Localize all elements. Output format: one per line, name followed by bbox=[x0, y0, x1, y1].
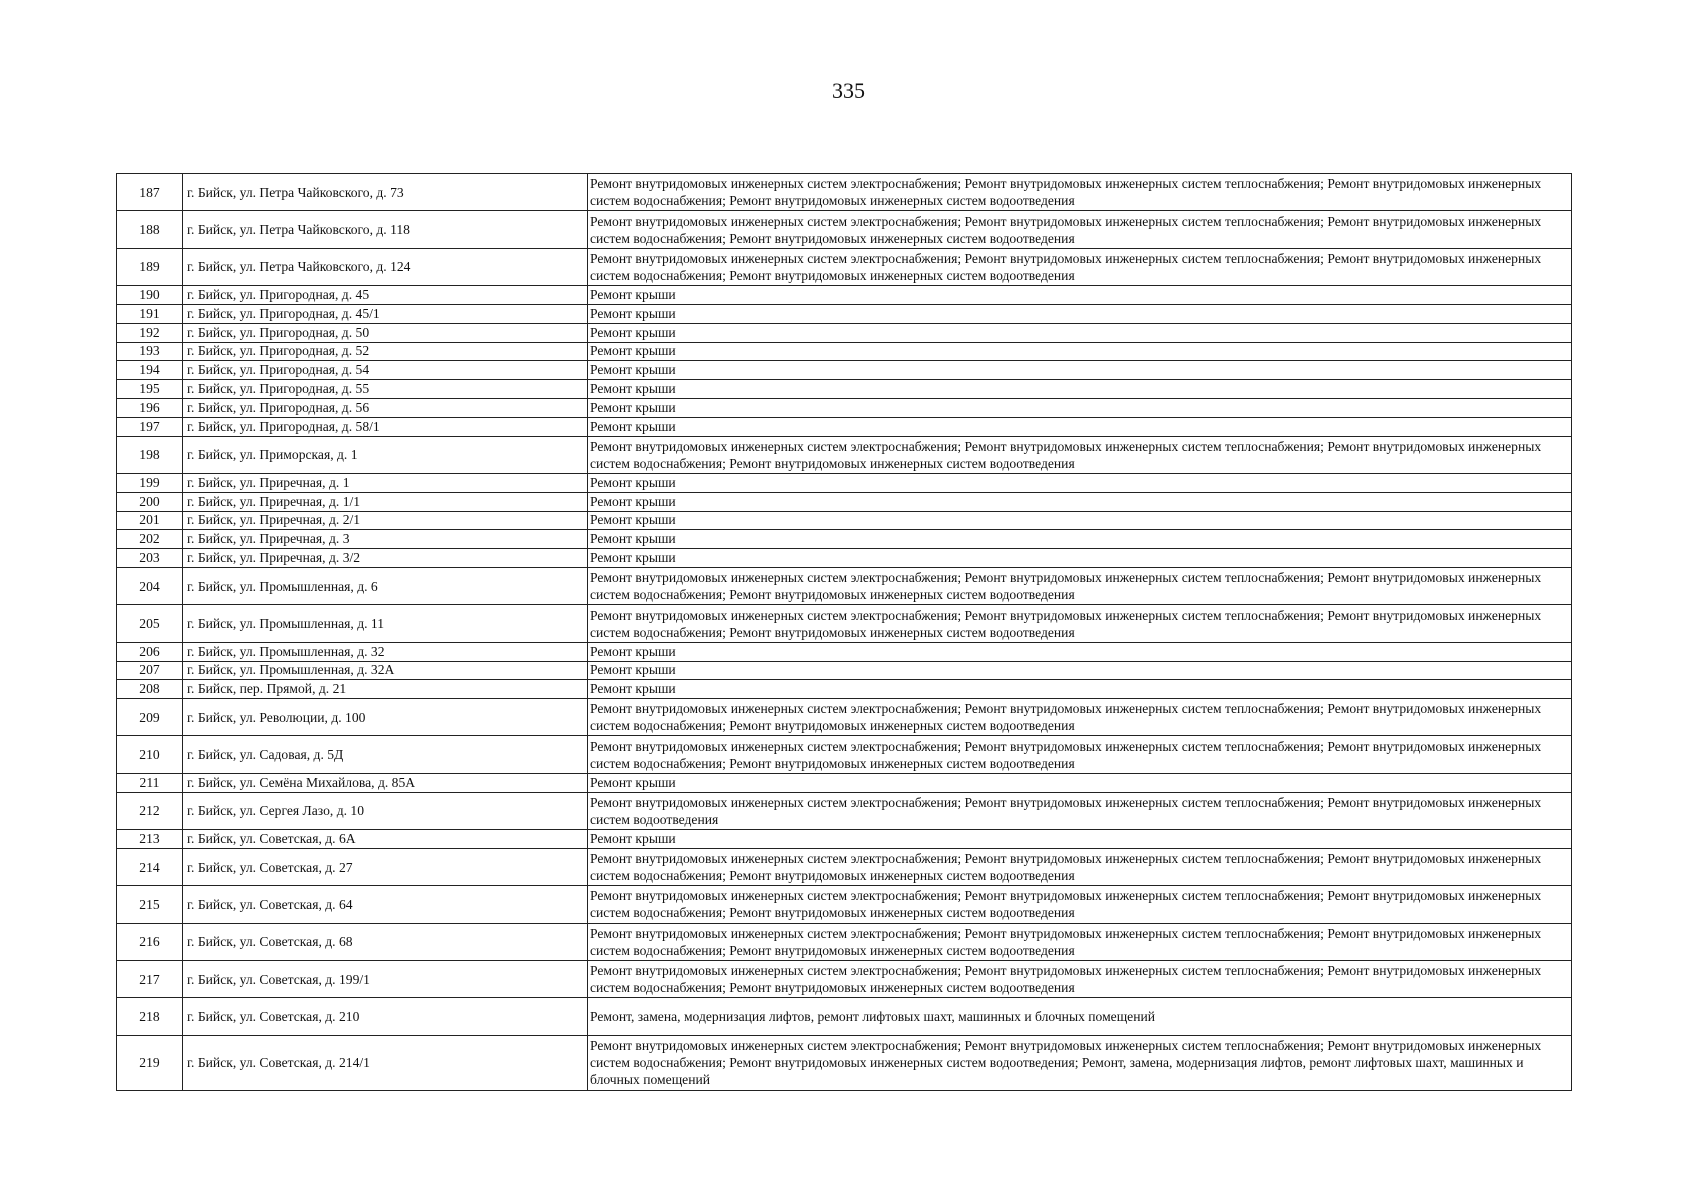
row-work-type: Ремонт крыши bbox=[588, 323, 1572, 342]
row-number: 218 bbox=[117, 998, 183, 1035]
row-number: 188 bbox=[117, 211, 183, 248]
row-number: 194 bbox=[117, 361, 183, 380]
table-row bbox=[117, 680, 1572, 699]
row-work-type: Ремонт внутридомовых инженерных систем электроснабжения; Ремонт внутридомовых инженерных систем теплоснабжения; Ремонт внутридомовых инженерных систем водоотведения bbox=[588, 792, 1572, 829]
row-work-type: Ремонт крыши bbox=[588, 492, 1572, 511]
row-number: 205 bbox=[117, 605, 183, 642]
row-address: г. Бийск, ул. Промышленная, д. 32А bbox=[183, 661, 588, 680]
row-work-type: Ремонт крыши bbox=[588, 286, 1572, 305]
row-work-type: Ремонт крыши bbox=[588, 342, 1572, 361]
row-number: 197 bbox=[117, 417, 183, 436]
row-work-type: Ремонт крыши bbox=[588, 680, 1572, 699]
table-row bbox=[117, 473, 1572, 492]
row-number: 190 bbox=[117, 286, 183, 305]
table-row bbox=[117, 605, 1572, 642]
table-row bbox=[117, 492, 1572, 511]
row-number: 199 bbox=[117, 473, 183, 492]
row-number: 212 bbox=[117, 792, 183, 829]
row-number: 195 bbox=[117, 380, 183, 399]
row-number: 210 bbox=[117, 736, 183, 773]
table-row bbox=[117, 736, 1572, 773]
row-work-type: Ремонт внутридомовых инженерных систем электроснабжения; Ремонт внутридомовых инженерных систем теплоснабжения; Ремонт внутридомовых инженерных систем водоснабжения; Ремонт внутридомовых инженерных систем водоотведения bbox=[588, 605, 1572, 642]
row-address: г. Бийск, ул. Петра Чайковского, д. 73 bbox=[183, 174, 588, 211]
table-row bbox=[117, 417, 1572, 436]
row-work-type: Ремонт внутридомовых инженерных систем электроснабжения; Ремонт внутридомовых инженерных систем теплоснабжения; Ремонт внутридомовых инженерных систем водоснабжения; Ремонт внутридомовых инженерных систем водоотведения bbox=[588, 923, 1572, 960]
table-row bbox=[117, 699, 1572, 736]
row-work-type: Ремонт, замена, модернизация лифтов, ремонт лифтовых шахт, машинных и блочных помещений bbox=[588, 998, 1572, 1035]
table-row bbox=[117, 342, 1572, 361]
row-number: 196 bbox=[117, 398, 183, 417]
table-row bbox=[117, 886, 1572, 923]
row-number: 208 bbox=[117, 680, 183, 699]
row-address: г. Бийск, ул. Советская, д. 210 bbox=[183, 998, 588, 1035]
row-number: 219 bbox=[117, 1035, 183, 1090]
table-row bbox=[117, 848, 1572, 885]
row-address: г. Бийск, ул. Советская, д. 27 bbox=[183, 848, 588, 885]
row-address: г. Бийск, ул. Промышленная, д. 11 bbox=[183, 605, 588, 642]
row-address: г. Бийск, ул. Революции, д. 100 bbox=[183, 699, 588, 736]
row-number: 216 bbox=[117, 923, 183, 960]
row-work-type: Ремонт крыши bbox=[588, 304, 1572, 323]
row-address: г. Бийск, ул. Советская, д. 199/1 bbox=[183, 961, 588, 998]
row-number: 200 bbox=[117, 492, 183, 511]
row-work-type: Ремонт крыши bbox=[588, 830, 1572, 849]
table-row bbox=[117, 248, 1572, 285]
row-address: г. Бийск, ул. Промышленная, д. 6 bbox=[183, 567, 588, 604]
row-address: г. Бийск, ул. Петра Чайковского, д. 118 bbox=[183, 211, 588, 248]
table-row bbox=[117, 174, 1572, 211]
row-address: г. Бийск, ул. Пригородная, д. 58/1 bbox=[183, 417, 588, 436]
table-row bbox=[117, 211, 1572, 248]
row-number: 217 bbox=[117, 961, 183, 998]
table-row bbox=[117, 380, 1572, 399]
row-number: 193 bbox=[117, 342, 183, 361]
row-address: г. Бийск, ул. Семёна Михайлова, д. 85А bbox=[183, 773, 588, 792]
row-number: 187 bbox=[117, 174, 183, 211]
table-row bbox=[117, 361, 1572, 380]
row-address: г. Бийск, ул. Приморская, д. 1 bbox=[183, 436, 588, 473]
row-address: г. Бийск, ул. Советская, д. 64 bbox=[183, 886, 588, 923]
row-number: 189 bbox=[117, 248, 183, 285]
table-row bbox=[117, 286, 1572, 305]
row-number: 203 bbox=[117, 549, 183, 568]
row-number: 209 bbox=[117, 699, 183, 736]
row-work-type: Ремонт внутридомовых инженерных систем электроснабжения; Ремонт внутридомовых инженерных систем теплоснабжения; Ремонт внутридомовых инженерных систем водоснабжения; Ремонт внутридомовых инженерных систем водоотведения bbox=[588, 886, 1572, 923]
row-address: г. Бийск, ул. Пригородная, д. 45 bbox=[183, 286, 588, 305]
table-row bbox=[117, 436, 1572, 473]
repair-register-table bbox=[116, 173, 1572, 1091]
row-number: 198 bbox=[117, 436, 183, 473]
row-address: г. Бийск, ул. Приречная, д. 1/1 bbox=[183, 492, 588, 511]
row-number: 206 bbox=[117, 642, 183, 661]
table-row bbox=[117, 661, 1572, 680]
row-work-type: Ремонт внутридомовых инженерных систем электроснабжения; Ремонт внутридомовых инженерных систем теплоснабжения; Ремонт внутридомовых инженерных систем водоснабжения; Ремонт внутридомовых инженерных систем водоотведения bbox=[588, 248, 1572, 285]
row-work-type: Ремонт крыши bbox=[588, 642, 1572, 661]
row-number: 204 bbox=[117, 567, 183, 604]
row-work-type: Ремонт внутридомовых инженерных систем электроснабжения; Ремонт внутридомовых инженерных систем теплоснабжения; Ремонт внутридомовых инженерных систем водоснабжения; Ремонт внутридомовых инженерных систем водоотведения bbox=[588, 961, 1572, 998]
row-work-type: Ремонт крыши bbox=[588, 398, 1572, 417]
row-address: г. Бийск, ул. Советская, д. 214/1 bbox=[183, 1035, 588, 1090]
row-address: г. Бийск, пер. Прямой, д. 21 bbox=[183, 680, 588, 699]
row-address: г. Бийск, ул. Приречная, д. 1 bbox=[183, 473, 588, 492]
row-number: 213 bbox=[117, 830, 183, 849]
row-address: г. Бийск, ул. Советская, д. 6А bbox=[183, 830, 588, 849]
row-work-type: Ремонт внутридомовых инженерных систем электроснабжения; Ремонт внутридомовых инженерных систем теплоснабжения; Ремонт внутридомовых инженерных систем водоснабжения; Ремонт внутридомовых инженерных систем водоотведения bbox=[588, 174, 1572, 211]
row-work-type: Ремонт крыши bbox=[588, 773, 1572, 792]
table-row bbox=[117, 530, 1572, 549]
page-number: 335 bbox=[832, 78, 865, 103]
row-number: 191 bbox=[117, 304, 183, 323]
table-row bbox=[117, 567, 1572, 604]
table-row bbox=[117, 398, 1572, 417]
row-work-type: Ремонт внутридомовых инженерных систем электроснабжения; Ремонт внутридомовых инженерных систем теплоснабжения; Ремонт внутридомовых инженерных систем водоснабжения; Ремонт внутридомовых инженерных систем водоотведения bbox=[588, 211, 1572, 248]
table-row bbox=[117, 642, 1572, 661]
row-address: г. Бийск, ул. Пригородная, д. 50 bbox=[183, 323, 588, 342]
row-number: 202 bbox=[117, 530, 183, 549]
row-address: г. Бийск, ул. Приречная, д. 3/2 bbox=[183, 549, 588, 568]
row-work-type: Ремонт крыши bbox=[588, 361, 1572, 380]
row-work-type: Ремонт крыши bbox=[588, 417, 1572, 436]
row-work-type: Ремонт внутридомовых инженерных систем электроснабжения; Ремонт внутридомовых инженерных систем теплоснабжения; Ремонт внутридомовых инженерных систем водоснабжения; Ремонт внутридомовых инженерных систем водоотведения bbox=[588, 699, 1572, 736]
table-row bbox=[117, 923, 1572, 960]
table-row bbox=[117, 998, 1572, 1035]
row-address: г. Бийск, ул. Пригородная, д. 56 bbox=[183, 398, 588, 417]
row-address: г. Бийск, ул. Пригородная, д. 54 bbox=[183, 361, 588, 380]
row-work-type: Ремонт крыши bbox=[588, 511, 1572, 530]
row-work-type: Ремонт крыши bbox=[588, 549, 1572, 568]
row-address: г. Бийск, ул. Сергея Лазо, д. 10 bbox=[183, 792, 588, 829]
table-row bbox=[117, 304, 1572, 323]
row-number: 211 bbox=[117, 773, 183, 792]
row-address: г. Бийск, ул. Приречная, д. 3 bbox=[183, 530, 588, 549]
table-row bbox=[117, 961, 1572, 998]
row-address: г. Бийск, ул. Советская, д. 68 bbox=[183, 923, 588, 960]
table-row bbox=[117, 773, 1572, 792]
table-row bbox=[117, 1035, 1572, 1090]
register-body bbox=[117, 174, 1572, 1091]
row-work-type: Ремонт внутридомовых инженерных систем электроснабжения; Ремонт внутридомовых инженерных систем теплоснабжения; Ремонт внутридомовых инженерных систем водоснабжения; Ремонт внутридомовых инженерных систем водоотведения bbox=[588, 567, 1572, 604]
row-work-type: Ремонт крыши bbox=[588, 473, 1572, 492]
row-address: г. Бийск, ул. Пригородная, д. 55 bbox=[183, 380, 588, 399]
table-row bbox=[117, 549, 1572, 568]
row-address: г. Бийск, ул. Петра Чайковского, д. 124 bbox=[183, 248, 588, 285]
row-work-type: Ремонт крыши bbox=[588, 661, 1572, 680]
row-address: г. Бийск, ул. Пригородная, д. 45/1 bbox=[183, 304, 588, 323]
row-work-type: Ремонт внутридомовых инженерных систем электроснабжения; Ремонт внутридомовых инженерных систем теплоснабжения; Ремонт внутридомовых инженерных систем водоснабжения; Ремонт внутридомовых инженерных систем водоотведения bbox=[588, 848, 1572, 885]
row-address: г. Бийск, ул. Садовая, д. 5Д bbox=[183, 736, 588, 773]
row-number: 214 bbox=[117, 848, 183, 885]
row-work-type: Ремонт крыши bbox=[588, 530, 1572, 549]
row-address: г. Бийск, ул. Приречная, д. 2/1 bbox=[183, 511, 588, 530]
row-work-type: Ремонт крыши bbox=[588, 380, 1572, 399]
row-number: 201 bbox=[117, 511, 183, 530]
row-address: г. Бийск, ул. Промышленная, д. 32 bbox=[183, 642, 588, 661]
table-row bbox=[117, 511, 1572, 530]
row-work-type: Ремонт внутридомовых инженерных систем электроснабжения; Ремонт внутридомовых инженерных систем теплоснабжения; Ремонт внутридомовых инженерных систем водоснабжения; Ремонт внутридомовых инженерных систем водоотведения bbox=[588, 736, 1572, 773]
row-number: 215 bbox=[117, 886, 183, 923]
row-number: 192 bbox=[117, 323, 183, 342]
table-row bbox=[117, 830, 1572, 849]
row-number: 207 bbox=[117, 661, 183, 680]
table-row bbox=[117, 792, 1572, 829]
row-work-type: Ремонт внутридомовых инженерных систем электроснабжения; Ремонт внутридомовых инженерных систем теплоснабжения; Ремонт внутридомовых инженерных систем водоснабжения; Ремонт внутридомовых инженерных систем водоотведения; Ремонт, замена, модернизация лифтов, ремонт лифтовых шахт, машинных и блочных помещений bbox=[588, 1035, 1572, 1090]
table-row bbox=[117, 323, 1572, 342]
row-address: г. Бийск, ул. Пригородная, д. 52 bbox=[183, 342, 588, 361]
row-work-type: Ремонт внутридомовых инженерных систем электроснабжения; Ремонт внутридомовых инженерных систем теплоснабжения; Ремонт внутридомовых инженерных систем водоснабжения; Ремонт внутридомовых инженерных систем водоотведения bbox=[588, 436, 1572, 473]
